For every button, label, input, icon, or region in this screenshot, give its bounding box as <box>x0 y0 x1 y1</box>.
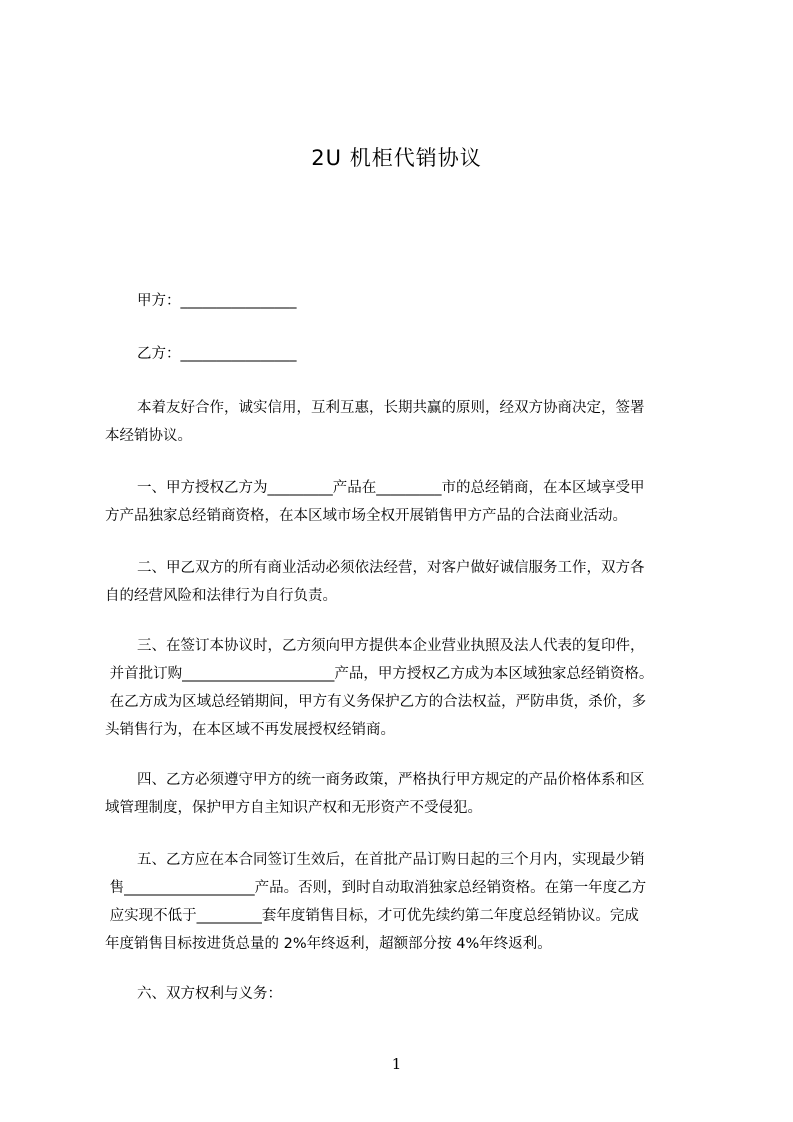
clause-6-heading: 六、双方权利与义务： <box>137 986 282 1002</box>
clause-3-line-2: 并首批订购_____________________产品，甲方授权乙方成为本区域独家总经销资格。 <box>105 666 654 682</box>
clause-1-line-1: 一、甲方授权乙方为_________产品在_________市的总经销商，在本区域享受甲 <box>137 480 645 496</box>
clause-4-line-2: 域管理制度，保护甲方自主知识产权和无形资产不受侵犯。 <box>105 800 482 816</box>
page-number: 1 <box>391 1055 402 1073</box>
party-a-text: 甲方：________________ <box>137 293 297 309</box>
clause-3 <box>105 632 705 744</box>
clause-3-line-3: 在乙方成为区域总经销期间，甲方有义务保护乙方的合法权益，严防串货，杀价，多 <box>105 694 647 710</box>
party-b-line <box>105 340 737 368</box>
document-title: 2U 机柜代销协议 <box>311 146 482 170</box>
clause-5-line-3: 应实现不低于_________套年度销售目标，才可优先续约第二年度总经销协议。完成 <box>105 908 639 924</box>
clause-3-line-4: 头销售行为，在本区域不再发展授权经销商。 <box>105 722 395 738</box>
party-b-text: 乙方：________________ <box>137 346 297 362</box>
clause-2-line-1: 二、甲乙双方的所有商业活动必须依法经营，对客户做好诚信服务工作，双方各 <box>137 560 645 576</box>
clause-4 <box>105 766 705 822</box>
clause-5-line-2: 售__________________产品。否则，到时自动取消独家总经销资格。在第一年度乙方 <box>105 880 647 896</box>
intro-paragraph <box>105 394 705 450</box>
clause-4-line-1: 四、乙方必须遵守甲方的统一商务政策，严格执行甲方规定的产品价格体系和区 <box>137 772 645 788</box>
clause-5-line-1: 五、乙方应在本合同签订生效后，在首批产品订购日起的三个月内，实现最少销 <box>137 852 645 868</box>
clause-5 <box>105 846 705 958</box>
clause-5-line-4: 年度销售目标按进货总量的 2%年终返利，超额部分按 4%年终返利。 <box>105 936 552 952</box>
clause-1-line-2: 方产品独家总经销商资格，在本区域市场全权开展销售甲方产品的合法商业活动。 <box>105 508 627 524</box>
intro-line-1: 本着友好合作，诚实信用，互利互惠，长期共赢的原则，经双方协商决定，签署 <box>137 400 645 416</box>
clause-2-line-2: 自的经营风险和法律行为自行负责。 <box>105 588 337 604</box>
clause-2 <box>105 554 705 610</box>
clause-1 <box>105 474 705 530</box>
party-a-line <box>105 287 737 315</box>
clause-3-line-1: 三、在签订本协议时，乙方须向甲方提供本企业营业执照及法人代表的复印件， <box>137 638 645 654</box>
clause-6 <box>105 980 737 1008</box>
intro-line-2: 本经销协议。 <box>105 428 192 444</box>
